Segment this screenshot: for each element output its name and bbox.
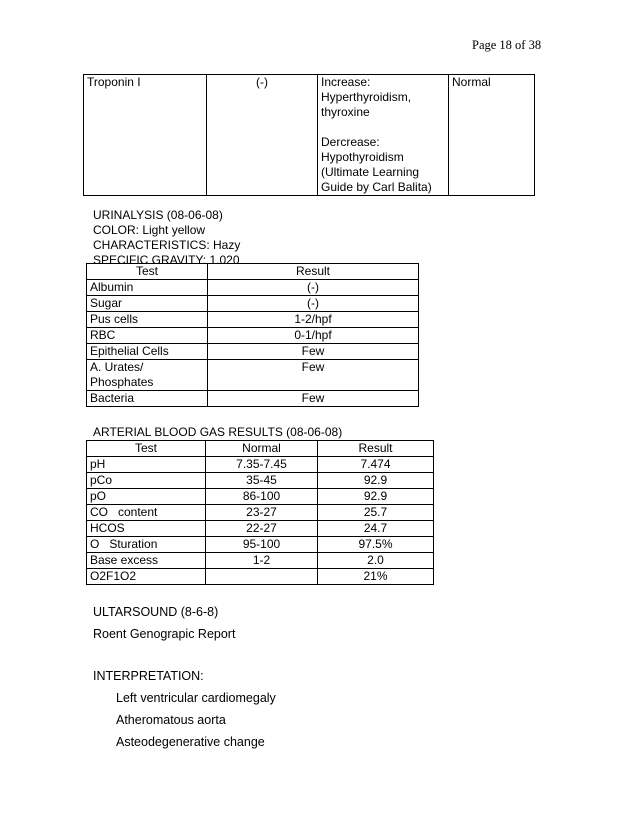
table-row (84, 75, 535, 196)
result-cell: (-) (208, 296, 419, 312)
test-name-cell: Epithelial Cells (87, 344, 208, 360)
interpretation-item: Asteodegenerative change (116, 735, 265, 749)
table-row (87, 280, 419, 296)
result-cell: Few (208, 344, 419, 360)
result-cell: 97.5% (318, 537, 434, 553)
column-header-test: Test (87, 264, 208, 280)
result-cell: 2.0 (318, 553, 434, 569)
test-name-cell: pCo (87, 473, 206, 489)
urinalysis-header: URINALYSIS (08-06-08) COLOR: Light yellow CHARACTERISTICS: Hazy SPECIFIC GRAVITY: 1.020 (93, 208, 241, 267)
page-number: Page 18 of 38 (472, 38, 542, 52)
result-cell: 7.474 (318, 457, 434, 473)
test-name-cell: RBC (87, 328, 208, 344)
table-header-row (87, 441, 434, 457)
interpretation-heading: INTERPRETATION: (93, 669, 204, 683)
table-row (87, 473, 434, 489)
test-name-cell: O Sturation (87, 537, 206, 553)
normal-range-cell: 95-100 (206, 537, 318, 553)
test-name-cell: Troponin I (84, 75, 207, 196)
test-name-cell: HCOS (87, 521, 206, 537)
table-header-row (87, 264, 419, 280)
table-row (87, 344, 419, 360)
normal-range-cell: 86-100 (206, 489, 318, 505)
column-header-result: Result (318, 441, 434, 457)
table-row (87, 391, 419, 407)
test-name-cell: Pus cells (87, 312, 208, 328)
result-cell: 0-1/hpf (208, 328, 419, 344)
table-row (87, 553, 434, 569)
abg-table (86, 440, 434, 585)
result-cell: Few (208, 391, 419, 407)
table-row (87, 296, 419, 312)
interpretation-item: Left ventricular cardiomegaly (116, 691, 276, 705)
result-cell: 24.7 (318, 521, 434, 537)
report-title: Roent Genograpic Report (93, 627, 236, 641)
abg-title: ARTERIAL BLOOD GAS RESULTS (08-06-08) (93, 425, 343, 439)
table-row (87, 328, 419, 344)
interpretation-item: Atheromatous aorta (116, 713, 226, 727)
test-name-cell: O2F1O2 (87, 569, 206, 585)
normal-range-cell: 23-27 (206, 505, 318, 521)
table-row (87, 569, 434, 585)
test-name-cell: A. Urates/ Phosphates (87, 360, 208, 391)
table-row (87, 505, 434, 521)
test-name-cell: Base excess (87, 553, 206, 569)
normal-range-cell: 22-27 (206, 521, 318, 537)
result-cell: (-) (208, 280, 419, 296)
normal-range-cell: 35-45 (206, 473, 318, 489)
result-cell: 92.9 (318, 473, 434, 489)
normal-range-cell: 1-2 (206, 553, 318, 569)
column-header-test: Test (87, 441, 206, 457)
test-name-cell: Sugar (87, 296, 208, 312)
column-header-result: Result (208, 264, 419, 280)
table-row (87, 489, 434, 505)
table-row (87, 537, 434, 553)
result-cell: Few (208, 360, 419, 391)
normal-range-cell: 7.35-7.45 (206, 457, 318, 473)
troponin-table (83, 74, 535, 196)
test-name-cell: pO (87, 489, 206, 505)
result-cell: 92.9 (318, 489, 434, 505)
table-row (87, 521, 434, 537)
normal-cell: Normal (449, 75, 535, 196)
normal-range-cell (206, 569, 318, 585)
table-row (87, 360, 419, 391)
test-name-cell: Bacteria (87, 391, 208, 407)
table-row (87, 312, 419, 328)
result-cell: 21% (318, 569, 434, 585)
column-header-normal: Normal (206, 441, 318, 457)
test-name-cell: Albumin (87, 280, 208, 296)
result-cell: (-) (207, 75, 318, 196)
result-cell: 1-2/hpf (208, 312, 419, 328)
result-cell: 25.7 (318, 505, 434, 521)
test-name-cell: pH (87, 457, 206, 473)
table-row (87, 457, 434, 473)
notes-cell: Increase: Hyperthyroidism, thyroxine Dercrease: Hypothyroidism (Ultimate Learning Guide by Carl Balita) (318, 75, 449, 196)
ultrasound-heading: ULTARSOUND (8-6-8) (93, 605, 219, 619)
test-name-cell: CO content (87, 505, 206, 521)
urinalysis-table (86, 263, 419, 407)
